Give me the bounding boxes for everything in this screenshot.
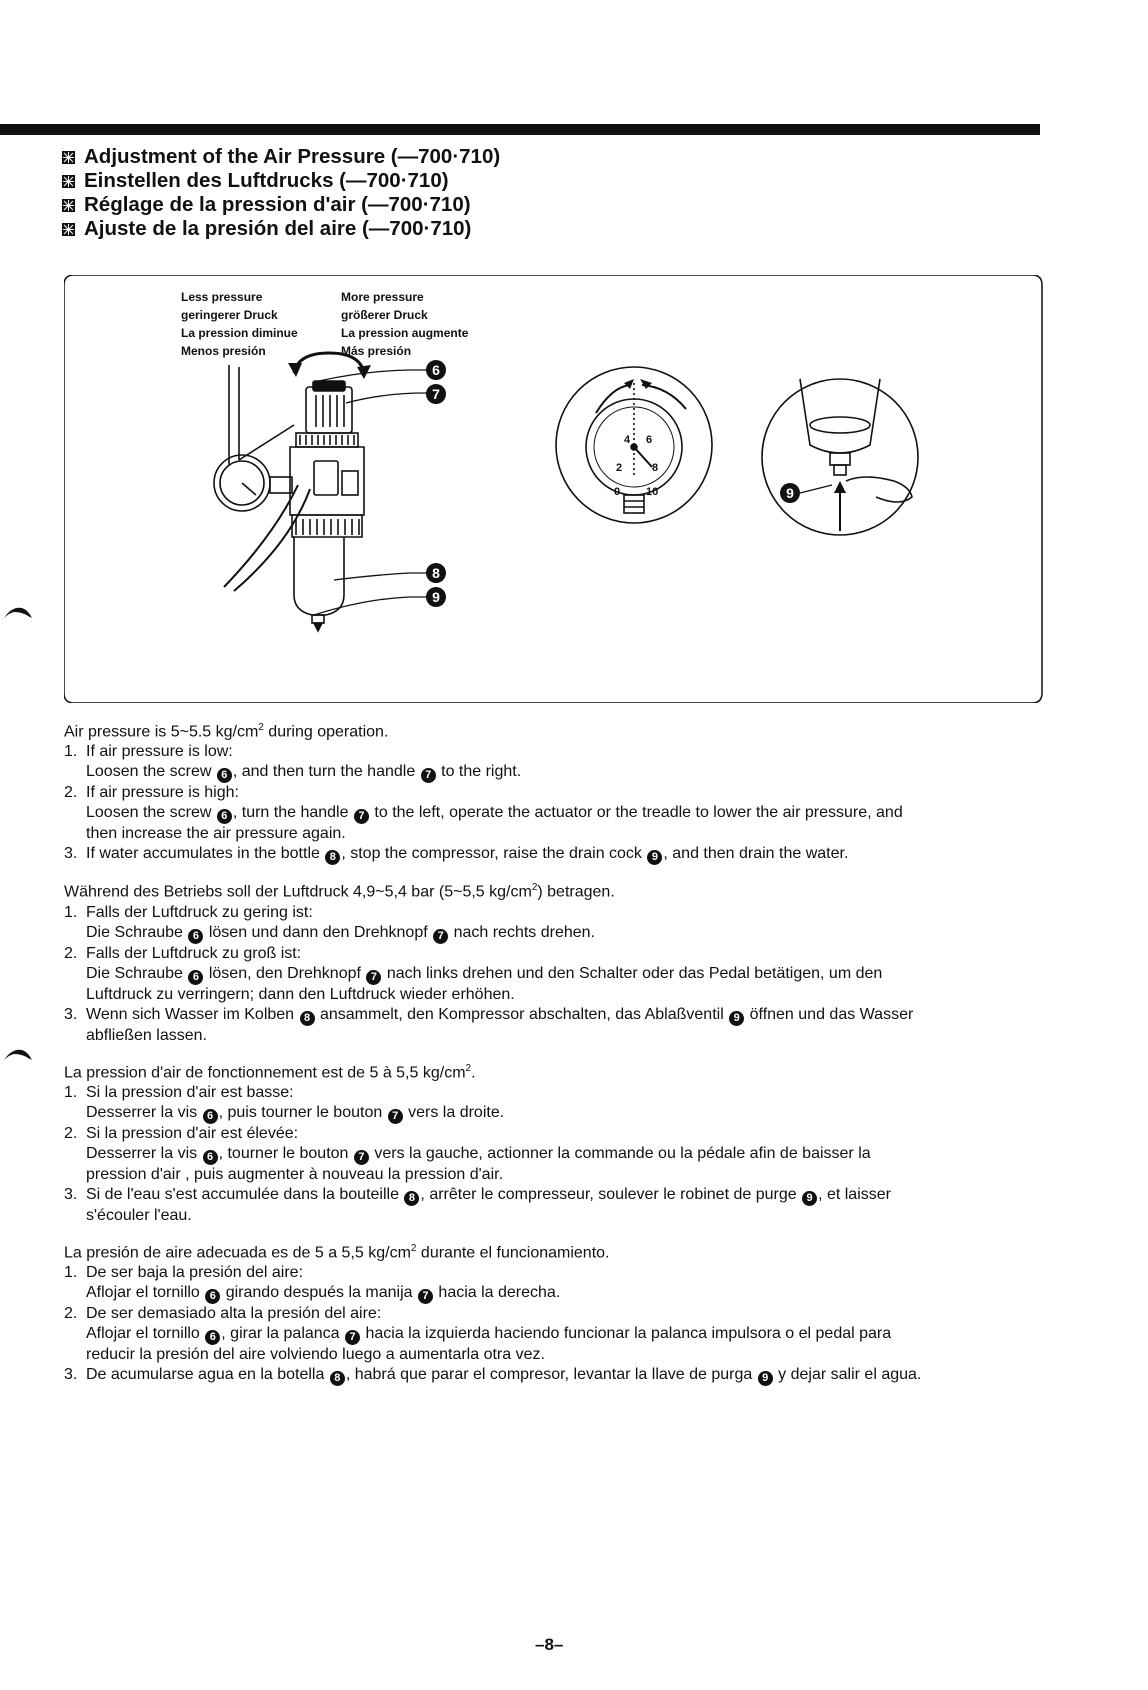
callout-9	[426, 587, 446, 607]
svg-text:9: 9	[786, 485, 794, 501]
list-item: 1. If air pressure is low:	[64, 743, 233, 761]
callout-6	[426, 360, 446, 380]
callout-ref: 8	[325, 850, 340, 865]
svg-text:6: 6	[432, 362, 440, 378]
list-detail: Loosen the screw 6 , and then turn the handle 7 to the right.	[86, 763, 522, 782]
callout-ref: 8	[300, 1011, 315, 1026]
intro-text: Während des Betriebs soll der Luftdruck 4,9~5,4 bar (5~5,5 $kg/cm^2$) betragen.	[64, 882, 615, 901]
callout-ref: 7	[418, 1289, 433, 1304]
page-number: –8–	[535, 1635, 564, 1654]
heading-english: Adjustment of the Air Pressure (—700·710)	[62, 145, 500, 169]
callout-ref: 7	[354, 809, 369, 824]
list-item: 2. Falls der Luftdruck zu groß ist:	[64, 944, 302, 962]
bullet-icon	[62, 223, 75, 236]
list-item: 2. If air pressure is high:	[64, 784, 239, 802]
more-pressure-label: More pressure	[341, 290, 424, 304]
list-item: 3. Si de l'eau s'est accumulée dans la bouteille 8 , arrêter le compresseur, soulever le robinet de purge 9 , et laisser s'écouler l'eau.	[64, 1185, 891, 1224]
bullet-icon	[62, 151, 75, 164]
list-item: 2. De ser demasiado alta la presión del aire:	[64, 1305, 382, 1323]
regulator-body	[214, 365, 364, 631]
margin-mark-icon	[0, 1042, 36, 1064]
callout-ref: 9	[647, 850, 662, 865]
pressure-labels	[181, 288, 468, 360]
list-item: 2. Si la pression d'air est élevée:	[64, 1124, 299, 1142]
callout-8	[426, 563, 446, 583]
callout-ref: 8	[404, 1191, 419, 1206]
callout-ref: 8	[330, 1371, 345, 1386]
callout-ref: 7	[388, 1109, 403, 1124]
callout-ref: 7	[354, 1150, 369, 1165]
section-spanish	[64, 1239, 1048, 1386]
list-item: 3. If water accumulates in the bottle 8 , stop the compressor, raise the drain cock 9 , and then drain the water.	[64, 845, 849, 864]
list-detail: Aflojar el tornillo 6 girando después la manija 7 hacia la derecha.	[86, 1284, 561, 1303]
margin-mark-icon	[0, 600, 36, 622]
intro-text: Air pressure is 5~5.5 $kg/cm^2$ during operation.	[64, 722, 389, 741]
list-detail: Aflojar el tornillo 6 , girar la palanca 7 hacia la izquierda haciendo funcionar la palanca impulsora o el pedal para reducir la presión del aire volviendo luego a aumentarla otra vez.	[86, 1325, 892, 1364]
more-pressure-label: größerer Druck	[341, 308, 428, 322]
list-item: 1. Si la pression d'air est basse:	[64, 1083, 294, 1101]
callout-ref: 6	[217, 768, 232, 783]
callout-ref: 7	[366, 970, 381, 985]
list-item: 3. Wenn sich Wasser im Kolben 8 ansammelt, den Kompressor abschalten, das Ablaßventil 9 öffnen und das Wasser abfließen lassen.	[64, 1005, 914, 1044]
less-pressure-label: Less pressure	[181, 290, 263, 304]
heading-spanish: Ajuste de la presión del aire (—700·710)	[62, 217, 500, 241]
section-french	[64, 1059, 1048, 1226]
top-rule	[0, 124, 1040, 135]
callout-ref: 6	[203, 1109, 218, 1124]
svg-text:9: 9	[432, 589, 440, 605]
callout-ref: 6	[188, 929, 203, 944]
heading-french: Réglage de la pression d'air (—700·710)	[62, 193, 500, 217]
callout-ref: 6	[203, 1150, 218, 1165]
intro-text: La presión de aire adecuada es de 5 a 5,5 $kg/cm^2$ durante el funcionamiento.	[64, 1242, 610, 1262]
callout-ref: 9	[758, 1371, 773, 1386]
heading-german: Einstellen des Luftdrucks (—700·710)	[62, 169, 500, 193]
list-detail: Die Schraube 6 lösen und dann den Drehknopf 7 nach rechts drehen.	[86, 923, 595, 942]
callout-7	[426, 384, 446, 404]
more-pressure-label: Más presión	[341, 344, 412, 358]
list-detail: Loosen the screw 6 , turn the handle 7 to the left, operate the actuator or the treadle to lower the air pressure, and then increase the air pressure again.	[86, 804, 903, 843]
less-pressure-label: La pression diminue	[181, 326, 298, 340]
list-item: 1. De ser baja la presión del aire:	[64, 1264, 304, 1282]
more-pressure-label: La pression augmente	[341, 326, 469, 340]
list-item: 1. Falls der Luftdruck zu gering ist:	[64, 903, 313, 921]
instructions	[64, 718, 1048, 1399]
gauge-number: 6	[646, 434, 653, 446]
gauge-number: 8	[652, 462, 659, 474]
callout-9-detail	[780, 483, 800, 503]
bullet-icon	[62, 199, 75, 212]
callout-ref: 9	[729, 1011, 744, 1026]
svg-text:7: 7	[432, 386, 440, 402]
callout-ref: 7	[421, 768, 436, 783]
gauge-number: 0	[614, 486, 621, 498]
list-detail: Die Schraube 6 lösen, den Drehknopf 7 nach links drehen und den Schalter oder das Pedal betätigen, um den Luftdruck zu verringern; dann den Luftdruck wieder erhöhen.	[86, 964, 883, 1003]
leader-lines	[314, 370, 428, 615]
list-detail: Desserrer la vis 6 , puis tourner le bouton 7 vers la droite.	[86, 1103, 505, 1122]
less-pressure-label: Menos presión	[181, 344, 266, 358]
list-detail: Desserrer la vis 6 , tourner le bouton 7 vers la gauche, actionner la commande ou la pédale afin de baisser la pression d'air , puis augmenter à nouveau la pression d'air.	[86, 1144, 871, 1183]
gauge-number: 4	[624, 434, 631, 446]
drain-detail	[762, 379, 918, 535]
callout-ref: 9	[802, 1191, 817, 1206]
callout-ref: 7	[345, 1330, 360, 1345]
gauge-detail	[556, 367, 712, 523]
gauge-number: 2	[616, 462, 623, 474]
section-german	[64, 878, 1048, 1045]
list-item: 3. De acumularse agua en la botella 8 , habrá que parar el compresor, levantar la llave de purga 9 y dejar salir el agua.	[64, 1366, 922, 1385]
section-english	[64, 718, 1048, 865]
less-pressure-label: geringerer Druck	[181, 308, 278, 322]
section-headings	[62, 145, 500, 241]
callout-ref: 6	[205, 1289, 220, 1304]
callout-ref: 6	[188, 970, 203, 985]
bullet-icon	[62, 175, 75, 188]
callout-ref: 7	[433, 929, 448, 944]
callout-ref: 6	[217, 809, 232, 824]
gauge-number: 10	[646, 486, 659, 498]
callout-ref: 6	[205, 1330, 220, 1345]
intro-text: La pression d'air de fonctionnement est de 5 à 5,5 $kg/cm^2$.	[64, 1062, 476, 1081]
svg-text:8: 8	[432, 565, 440, 581]
